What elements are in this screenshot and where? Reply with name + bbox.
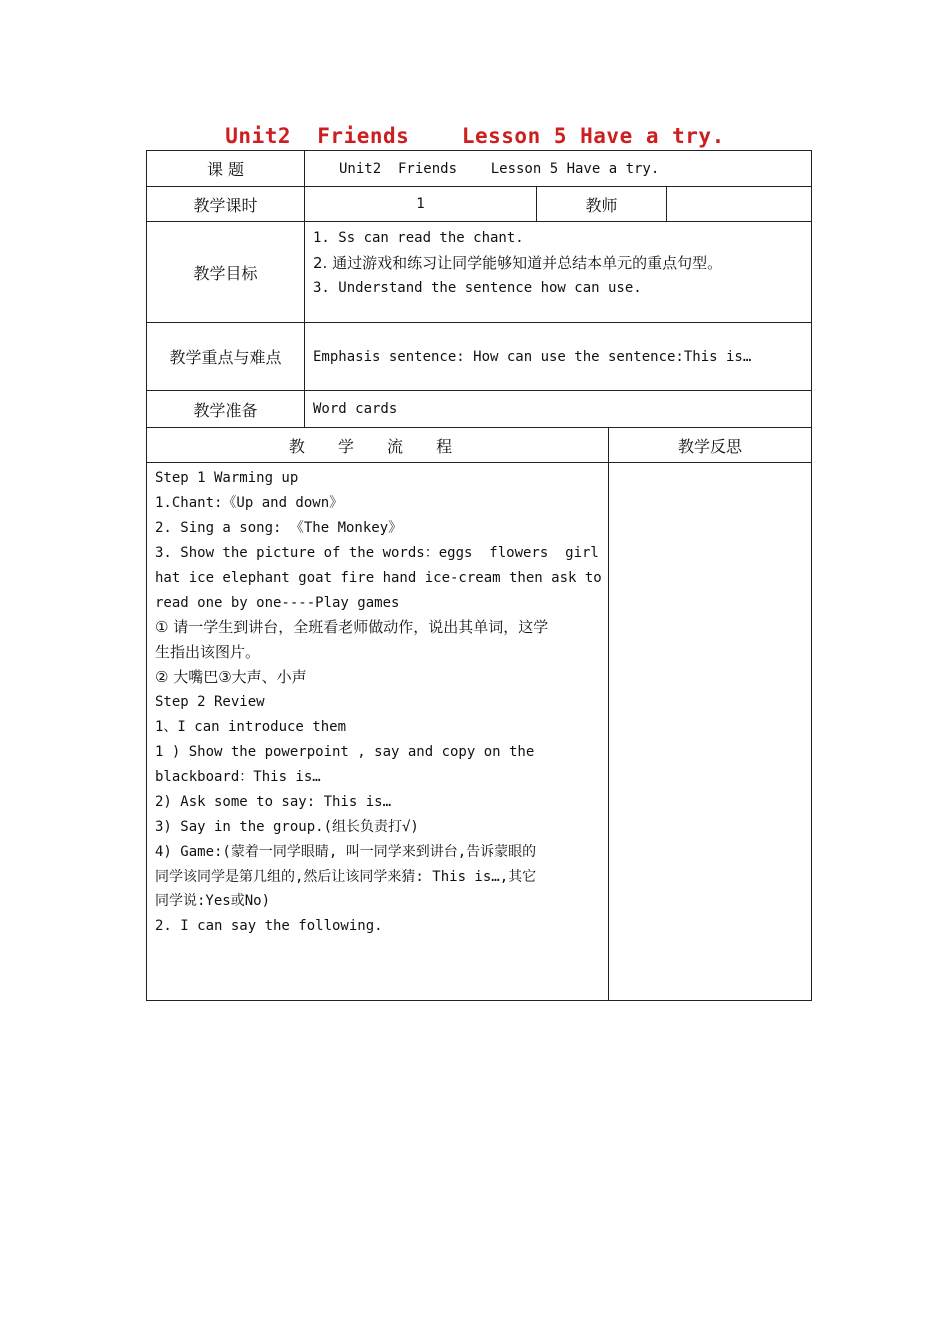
process-line: 3) Say in the group.(组长负责打√)	[155, 818, 419, 835]
process-line: 3. Show the picture of the words：eggs flowers girl	[155, 544, 599, 561]
preparation-value: Word cards	[305, 391, 812, 428]
process-line: Step 2 Review	[155, 694, 265, 711]
topic-value: Unit2 Friends Lesson 5 Have a try.	[305, 151, 812, 187]
process-line: Step 1 Warming up	[155, 470, 299, 486]
process-heading: 教 学 流 程	[147, 428, 609, 463]
process-line: 1.Chant:《Up and down》	[155, 494, 344, 511]
process-content	[147, 463, 609, 1001]
document-title: Unit2 Friends Lesson 5 Have a try.	[225, 124, 725, 148]
process-body-row	[147, 463, 812, 1001]
process-line: 1、I can introduce them	[155, 719, 347, 736]
objectives-row	[147, 222, 812, 323]
process-line: 生指出该图片。	[155, 643, 261, 662]
reflection-heading: 教学反思	[609, 428, 812, 463]
process-line: 同学说:Yes或No)	[155, 893, 271, 910]
key-points-label: 教学重点与难点	[147, 323, 305, 391]
objective-item: 1. Ss can read the chant.	[313, 230, 524, 246]
topic-label: 课 题	[147, 151, 305, 187]
hours-label: 教学课时	[147, 187, 305, 222]
process-line: hat ice elephant goat fire hand ice-cream then ask to	[155, 569, 602, 586]
process-line: 2. Sing a song: 《The Monkey》	[155, 519, 403, 536]
hours-row	[147, 187, 812, 222]
teacher-value	[667, 187, 812, 222]
process-line: 4) Game:(蒙着一同学眼睛, 叫一同学来到讲台,告诉蒙眼的	[155, 843, 537, 860]
objectives-label: 教学目标	[147, 222, 305, 323]
teacher-label: 教师	[537, 187, 667, 222]
process-line: ② 大嘴巴③大声、小声	[155, 668, 307, 687]
process-line: ① 请一学生到讲台，全班看老师做动作，说出其单词，这学	[155, 618, 549, 637]
key-points-row	[147, 323, 812, 391]
lesson-plan-table	[146, 150, 812, 1001]
objective-item: 2. 通过游戏和练习让同学能够知道并总结本单元的重点句型。	[313, 254, 723, 272]
process-line: 1 ) Show the powerpoint , say and copy on the	[155, 743, 535, 760]
process-line: 同学该同学是第几组的,然后让该同学来猜: This is…,其它	[155, 868, 537, 885]
preparation-row	[147, 391, 812, 428]
key-points-value: Emphasis sentence: How can use the sentence:This is…	[305, 323, 812, 391]
reflection-content	[609, 463, 812, 1001]
process-line: read one by one----Play games	[155, 594, 400, 611]
process-line: 2. I can say the following.	[155, 918, 383, 935]
topic-row	[147, 151, 812, 187]
process-line: blackboard：This is…	[155, 768, 321, 785]
objective-item: 3. Understand the sentence how can use.	[313, 280, 642, 296]
objectives-cell	[305, 222, 812, 323]
process-line: 2) Ask some to say: This is…	[155, 793, 392, 810]
preparation-label: 教学准备	[147, 391, 305, 428]
hours-value: 1	[305, 187, 537, 222]
process-header-row	[147, 428, 812, 463]
